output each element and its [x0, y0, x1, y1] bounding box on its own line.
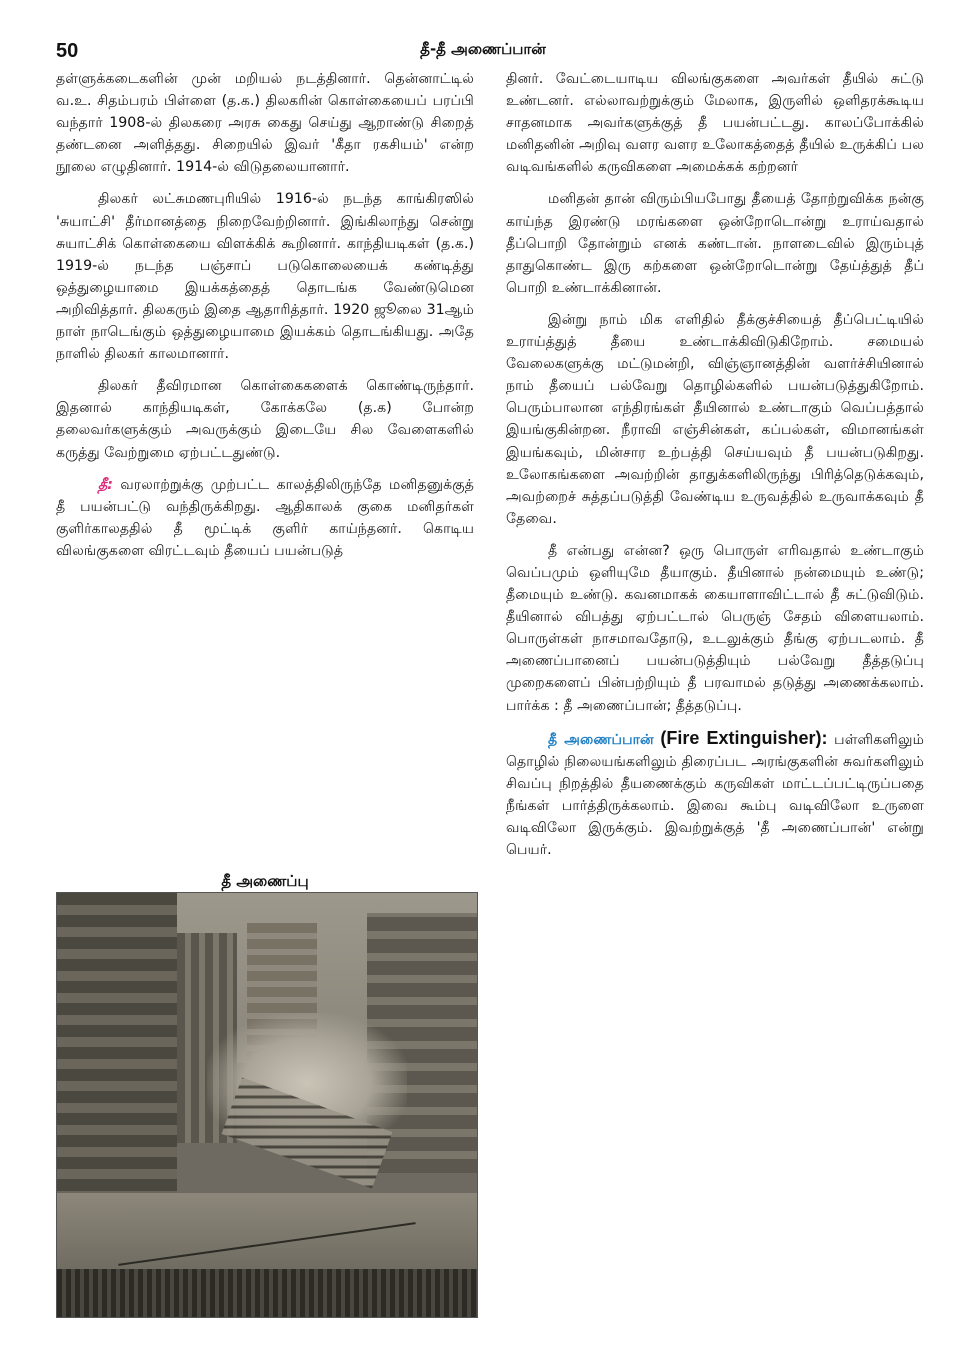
paragraph-fire-uses-early: தினர். வேட்டையாடிய விலங்குகளை அவர்கள் தீயில் சுட்டு உண்டனர். எல்லாவற்றுக்கும் மேலாக, இருளில் ஒளிதரக்கூடிய சாதனமாக அவர்களுக்குத் தீ பயன்பட்டது. காலப்போக்கில் மனிதனின் அறிவு வளர வளர உலோகத்தைத் தீயில் உருக்கிப் பல வடிவங்களில் கருவிகளை அமைக்கக் கற்றனர் [506, 71, 924, 176]
paragraph-fire-extinguisher [506, 727, 924, 862]
photo-building-left [57, 893, 177, 1213]
photo-crowd [57, 1269, 477, 1317]
paragraph-fire-intro-text: வரலாற்றுக்கு முற்பட்ட காலத்திலிருந்தே மனிதனுக்குத் தீ பயன்பட்டு வந்திருக்கிறது. ஆதிகாலக் குகை மனிதர்கள் குளிர்காலததில் தீ மூட்டிக் குளிர் காய்ந்தனர். கொடிய விலங்குகளை விரட்டவும் தீயைப் பயன்படுத் [56, 476, 474, 559]
paragraph-tilak-imprisonment: தள்ளுக்கடைகளின் முன் மறியல் நடத்தினார். தென்னாட்டில் வ.உ. சிதம்பரம் பிள்ளை (த.க.) திலகரின் கொள்கையைப் பரப்பி வந்தார் 1908-ல் திலகரை அரசு கைது செய்து ஆறாண்டு சிறைத் தண்டனை அளித்தது. சிறையில் இவர் 'கீதா ரகசியம்' என்ற நூலை எழுதினார். 1914-ல் விடுதலையானார். [56, 71, 474, 176]
running-title: தீ-தீ அணைப்பான் [420, 40, 546, 58]
page-number: 50 [56, 40, 79, 62]
right-column [506, 68, 924, 871]
entry-term-fire-extinguisher-english: (Fire Extinguisher): [660, 727, 828, 748]
paragraph-fire-making: மனிதன் தான் விரும்பியபோது தீயைத் தோற்றுவிக்க நன்கு காய்ந்த இரண்டு மரங்களை ஒன்றோடொன்று உராய்வதால் தீப்பொறி தோன்றும் எனக் கண்டான். நாளடைவில் இரும்புத் தாதுகொண்ட இரு கற்களை ஒன்றோடொன்று தேய்த்துத் தீப் பொறி உண்டாக்கினான். [506, 191, 924, 296]
left-column [56, 68, 474, 572]
entry-term-fire: தீ: [98, 476, 113, 493]
paragraph-fire-intro [56, 474, 474, 562]
entry-term-fire-extinguisher: தீ அணைப்பான் [548, 731, 654, 748]
paragraph-fire-extinguisher-text: பள்ளிகளிலும் தொழில் நிலையங்களிலும் திரைப்பட அரங்குகளின் சுவர்களிலும் சிவப்பு நிறத்தில் தீயணைக்கும் கருவிகள் மாட்டப்பட்டிருப்பதை நீங்கள் பார்த்திருக்கலாம். இவை கூம்பு வடிவிலோ உருளை வடிவிலோ இருக்கும். இவற்றுக்குத் 'தீ அணைப்பான்' என்று பெயர். [506, 731, 924, 859]
paragraph-tilak-swaraj: திலகர் லட்சுமணபுரியில் 1916-ல் நடந்த காங்கிரஸில் 'சுயாட்சி' தீர்மானத்தை நிறைவேற்றினார். இங்கிலாந்து சென்று சுயாட்சிக் கொள்கையை விளக்கிக் கூறினார். காந்தியடிகள் (த.க.) 1919-ல் நடந்த பஞ்சாப் படுகொலையைக் கண்டித்து ஒத்துழையாமை இயக்கத்தைத் தொடங்க வேண்டுமென அறிவித்தார். திலகரும் இதை ஆதாரித்தார். 1920 ஜூலை 31ஆம் நாள் நாடெங்கும் ஒத்துழையாமை இயக்கம் தொடங்கியது. அதே நாளில் திலகர் காலமானார். [56, 191, 474, 363]
fire-fighting-photo [56, 892, 478, 1318]
paragraph-fire-definition: தீ என்பது என்ன? ஒரு பொருள் எரிவதால் உண்டாகும் வெப்பமும் ஒளியுமே தீயாகும். தீயினால் நன்மையும் உண்டு; தீமையும் உண்டு. கவனமாகக் கையாளாவிட்டால் தீ சுட்டுவிடும். தீயினால் விபத்து ஏற்பட்டால் பெருஞ் சேதம் விளையலாம். பொருள்கள் நாசமாவதோடு, உடலுக்கும் தீங்கு ஏற்படலாம். தீ அணைப்பானைப் பயன்படுத்தியும் பல்வேறு தீத்தடுப்பு முறைகளைப் பின்பற்றியும் தீ பரவாமல் தடுத்து அணைக்கலாம். பார்க்க : தீ அணைப்பான்; தீத்தடுப்பு. [506, 542, 924, 714]
figure-caption: தீ அணைப்பு [221, 872, 309, 890]
paragraph-fire-modern-uses: இன்று நாம் மிக எளிதில் தீக்குச்சியைத் தீப்பெட்டியில் உராய்த்துத் தீயை உண்டாக்கிவிடுகிறோம். சமையல் வேலைகளுக்கு மட்டுமன்றி, விஞ்ஞானத்தின் வளர்ச்சியினால் நாம் தீயைப் பல்வேறு தொழில்களில் பயன்படுத்துகிறோம். பெரும்பாலான எந்திரங்கள் தீயினால் உண்டாகும் வெப்பத்தால் இயங்குகின்றன. நீராவி எஞ்சின்கள், கப்பல்கள், விமானங்கள் இயங்கவும், மின்சார உற்பத்தி செய்யவும் தீ பயன்படுகிறது. உலோகங்களை அவற்றின் தாதுக்களிலிருந்து பிரித்தெடுக்கவும், அவற்றைச் சுத்தப்படுத்தி வேண்டிய உருவத்தில் உருவாக்கவும் தீ தேவை. [506, 311, 924, 527]
paragraph-tilak-differences: திலகர் தீவிரமான கொள்கைகளைக் கொண்டிருந்தார். இதனால் காந்தியடிகள், கோக்கலே (த.க) போன்ற தலைவர்களுக்கும் அவருக்கும் இடையே சில வேளைகளில் கருத்து வேற்றுமை ஏற்பட்டதுண்டு. [56, 378, 474, 461]
